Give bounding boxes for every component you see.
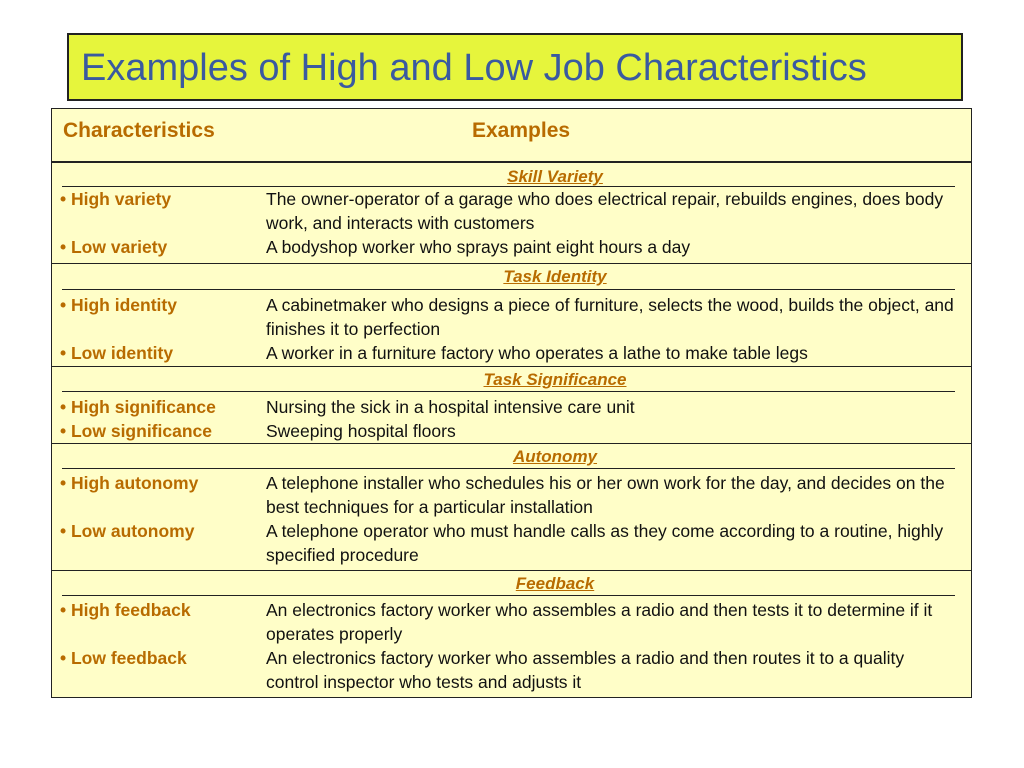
section-underline: [62, 468, 955, 469]
section-title: Feedback: [515, 574, 595, 593]
row-example: An electronics factory worker who assembles a radio and then tests it to determine if it operates properly: [266, 600, 933, 644]
section-title: Task Identity: [503, 267, 607, 286]
row-label: • High identity: [60, 295, 177, 315]
section-divider: [52, 570, 971, 571]
row-label: • High autonomy: [60, 473, 199, 493]
row-label: • Low variety: [60, 237, 168, 257]
section-divider: [52, 263, 971, 264]
row-example: The owner-operator of a garage who does electrical repair, rebuilds engines, does body work, and interacts with customers: [266, 189, 944, 233]
row-example: A cabinetmaker who designs a piece of furniture, selects the wood, builds the object, and finishes it to perfection: [266, 295, 954, 339]
row-label: • High significance: [60, 397, 216, 417]
row-label: • Low significance: [60, 421, 212, 441]
row-example: Sweeping hospital floors: [266, 421, 456, 441]
section-title: Autonomy: [512, 447, 598, 466]
row-label: • High variety: [60, 189, 172, 209]
characteristics-header: Characteristics: [63, 119, 215, 142]
page-title: Examples of High and Low Job Characteristics: [81, 47, 867, 89]
section-title: Task Significance: [483, 370, 627, 389]
row-example: A telephone operator who must handle calls as they come according to a routine, highly specified procedure: [266, 521, 944, 565]
row-label: • Low autonomy: [60, 521, 195, 541]
row-example: A bodyshop worker who sprays paint eight hours a day: [266, 237, 691, 257]
row-example: A worker in a furniture factory who operates a lathe to make table legs: [266, 343, 808, 363]
title-banner: [67, 33, 963, 101]
section-underline: [62, 289, 955, 290]
examples-header: Examples: [472, 119, 571, 142]
section-title: Skill Variety: [507, 167, 603, 186]
section-divider: [52, 366, 971, 367]
row-label: • Low identity: [60, 343, 174, 363]
row-example: Nursing the sick in a hospital intensive care unit: [266, 397, 635, 417]
row-example: A telephone installer who schedules his or her own work for the day, and decides on the best techniques for a particular installation: [266, 473, 945, 517]
row-example: An electronics factory worker who assembles a radio and then routes it to a quality control inspector who tests and adjusts it: [266, 648, 905, 692]
section-underline: [62, 391, 955, 392]
table-body: [51, 162, 972, 698]
section-underline: [62, 595, 955, 596]
section-divider: [52, 443, 971, 444]
row-label: • High feedback: [60, 600, 191, 620]
row-label: • Low feedback: [60, 648, 187, 668]
table-header: [51, 108, 972, 162]
